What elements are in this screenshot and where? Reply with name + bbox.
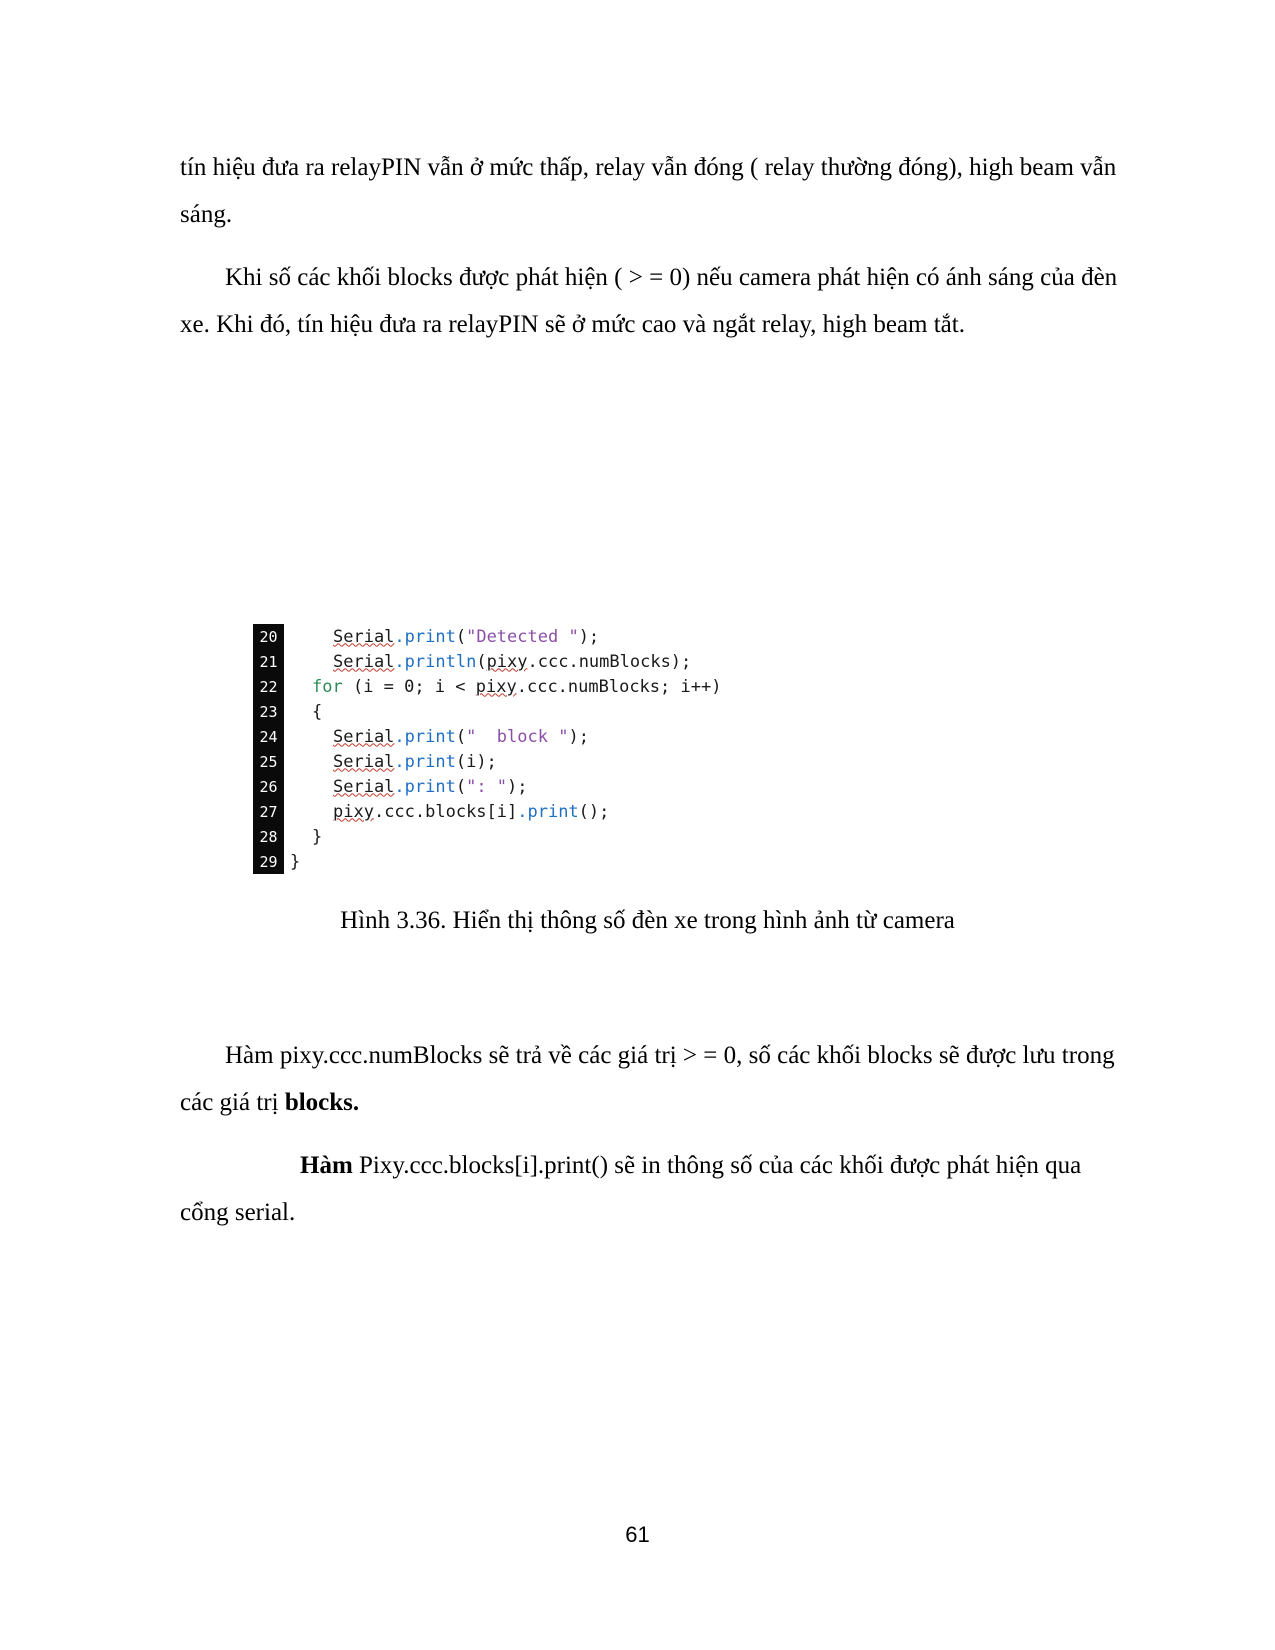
code-token: .print — [394, 626, 456, 647]
code-token: Serial — [333, 776, 395, 797]
code-token: pixy — [475, 676, 517, 697]
code-text — [284, 802, 609, 822]
code-token: (); — [578, 801, 610, 822]
code-text: { — [312, 701, 323, 722]
code-line-23 — [253, 699, 721, 724]
code-text — [284, 777, 528, 797]
code-text — [284, 652, 691, 672]
code-token: ); — [578, 626, 600, 647]
page-number: 61 — [625, 1522, 650, 1547]
figure-caption: Hình 3.36. Hiển thị thông số đèn xe trong hình ảnh từ camera — [340, 907, 955, 934]
line-number: 22 — [253, 674, 284, 699]
code-line-25 — [253, 749, 721, 774]
code-snippet — [253, 624, 721, 874]
code-token: Serial — [333, 726, 395, 747]
code-token: .ccc.numBlocks); — [527, 651, 692, 672]
code-line-24 — [253, 724, 721, 749]
line-number: 20 — [253, 624, 284, 649]
code-token: Serial — [333, 626, 395, 647]
code-token: ( — [455, 776, 467, 797]
paragraph-text: Hàm pixy.ccc.numBlocks sẽ trả về các giá trị > = 0, số các khối blocks sẽ được lưu trong các giá trị — [180, 1042, 1115, 1116]
code-token: for — [312, 676, 343, 697]
paragraph-blocks-print — [180, 1142, 1120, 1236]
paragraph-bold-text: Hàm — [300, 1152, 353, 1179]
code-text — [284, 627, 599, 647]
code-token: .ccc.blocks[i] — [373, 801, 518, 822]
code-text — [284, 752, 497, 772]
line-number: 24 — [253, 724, 284, 749]
code-token: pixy — [486, 651, 528, 672]
code-line-28 — [253, 824, 721, 849]
code-text — [284, 727, 589, 747]
code-token: Serial — [333, 651, 395, 672]
code-token: .print — [517, 801, 579, 822]
paragraph-numblocks — [180, 1032, 1120, 1126]
code-token: (i); — [455, 751, 497, 772]
code-text — [284, 677, 721, 697]
line-number: 25 — [253, 749, 284, 774]
paragraph-text: Pixy.ccc.blocks[i].print() sẽ in thông số của các khối được phát hiện qua cổng serial. — [180, 1152, 1082, 1226]
code-token: ( — [455, 626, 467, 647]
code-line-29 — [253, 849, 721, 874]
line-number: 27 — [253, 799, 284, 824]
code-line-22 — [253, 674, 721, 699]
line-number: 28 — [253, 824, 284, 849]
code-token: .print — [394, 751, 456, 772]
code-token: ( — [455, 726, 467, 747]
code-line-26 — [253, 774, 721, 799]
code-token: ( — [476, 651, 487, 672]
code-line-27 — [253, 799, 721, 824]
code-token: .ccc.numBlocks; i++) — [516, 676, 722, 697]
code-line-20 — [253, 624, 721, 649]
code-token: Serial — [333, 751, 395, 772]
line-number: 29 — [253, 849, 284, 874]
code-text: } — [290, 851, 301, 872]
code-token: ); — [507, 776, 528, 797]
code-line-21 — [253, 649, 721, 674]
code-token: .print — [394, 776, 456, 797]
code-token: (i = 0; i < — [342, 676, 476, 697]
paragraph-bold-text: blocks. — [284, 1089, 360, 1116]
code-token: .println — [394, 651, 477, 672]
code-token: ": " — [466, 776, 508, 797]
paragraph-blocks-detected: Khi số các khối blocks được phát hiện ( > = 0) nếu camera phát hiện có ánh sáng của đèn xe. Khi đó, tín hiệu đưa ra relayPIN sẽ ở mức cao và ngắt relay, high beam tắt. — [180, 264, 1118, 338]
line-number: 23 — [253, 699, 284, 724]
code-token: pixy — [333, 801, 374, 822]
code-text: } — [312, 826, 323, 847]
line-number: 26 — [253, 774, 284, 799]
code-token: ); — [568, 726, 589, 747]
line-number: 21 — [253, 649, 284, 674]
code-token: "Detected " — [466, 626, 579, 647]
paragraph-relay-low: tín hiệu đưa ra relayPIN vẫn ở mức thấp, relay vẫn đóng ( relay thường đóng), high beam vẫn sáng. — [180, 154, 1117, 228]
code-token: .print — [394, 726, 456, 747]
code-token: " block " — [466, 726, 569, 747]
